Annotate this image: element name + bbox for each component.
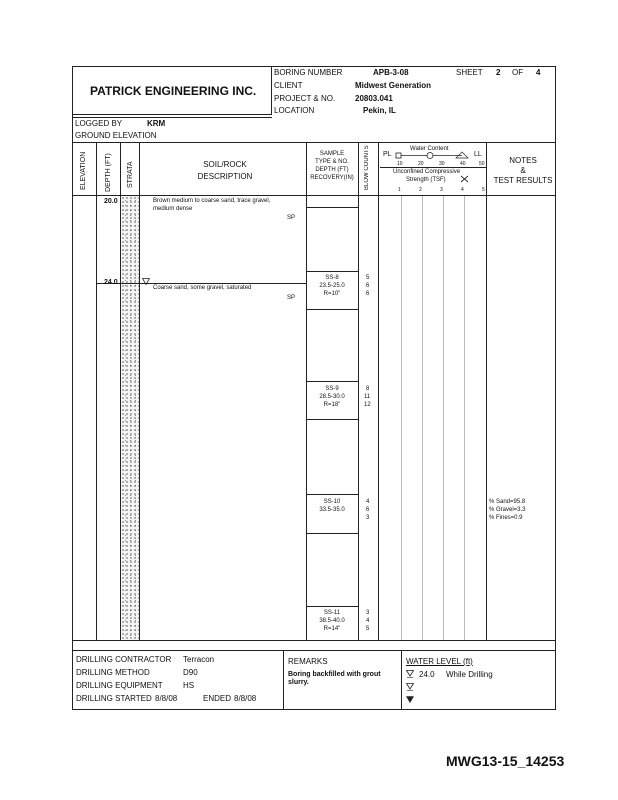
client-value: Midwest Generation <box>355 81 432 90</box>
column-header-top <box>72 142 556 143</box>
logged-by-value: KRM <box>147 119 166 128</box>
ss9-blow-2: 11 <box>364 394 371 400</box>
ucs-tick-2: 2 <box>419 187 422 193</box>
client-label: CLIENT <box>274 81 303 90</box>
project-label: PROJECT & NO. <box>274 94 336 103</box>
sample-divider-e <box>306 419 358 420</box>
footer-top-border <box>72 640 556 641</box>
soil-description-header-1: SOIL/ROCK <box>203 160 247 169</box>
sample-header-1: SAMPLE <box>319 151 345 157</box>
ucs-tick-4: 4 <box>461 187 464 193</box>
drilling-contractor-label: DRILLING CONTRACTOR <box>76 655 172 664</box>
remarks-line-1: Boring backfilled with grout <box>288 671 381 678</box>
water-content-label: Water Content <box>410 146 449 152</box>
sample-ss11-depth: 38.5-40.0 <box>319 618 345 624</box>
sample-divider-c <box>306 309 358 310</box>
pl-label: PL <box>383 151 392 158</box>
sample-ss11-id: SS-11 <box>323 610 341 616</box>
ss10-blow-2: 6 <box>366 507 370 513</box>
sample-ss8-id: SS-8 <box>325 275 339 281</box>
boring-number: APB-3-08 <box>373 68 409 77</box>
water-level-note: While Drilling <box>446 670 493 679</box>
wc-tick-1: 10 <box>397 161 403 167</box>
ll-label: LL <box>474 151 482 158</box>
drilling-method-label: DRILLING METHOD <box>76 668 150 677</box>
wc-grid-1 <box>401 196 402 640</box>
sheet-label: SHEET <box>456 68 483 77</box>
column-header-bottom <box>72 195 556 196</box>
wc-grid-3 <box>443 196 444 640</box>
strata-boundary-24 <box>97 283 306 284</box>
sheet-number: 2 <box>496 68 501 77</box>
blow-counts-header: BLOW COUNTS <box>364 145 370 190</box>
water-level-label: WATER LEVEL (ft) <box>406 657 473 666</box>
sample-ss11-recovery: R=14" <box>323 626 341 632</box>
sheet-total: 4 <box>536 68 541 77</box>
drilling-contractor-value: Terracon <box>183 655 215 664</box>
ucs-marker-icon <box>460 175 470 183</box>
depth-20: 20.0 <box>104 198 118 205</box>
footer-divider-1 <box>283 650 284 710</box>
elevation-header: ELEVATION <box>80 151 87 190</box>
sample-divider-d <box>306 381 358 382</box>
drilling-equipment-label: DRILLING EQUIPMENT <box>76 681 163 690</box>
company-name: PATRICK ENGINEERING INC. <box>90 84 257 98</box>
col-divider-elevation <box>96 142 97 640</box>
water-level-icon-3 <box>406 696 414 703</box>
drilling-method-value: D90 <box>183 668 198 677</box>
sample-ss10-depth: 33.5-35.0 <box>319 507 345 513</box>
ss8-blow-3: 6 <box>366 291 370 297</box>
sample-ss9-depth: 28.5-30.0 <box>319 394 345 400</box>
note-gravel: % Gravel=3.3 <box>489 507 526 513</box>
ss11-blow-2: 4 <box>366 618 370 624</box>
drilling-started-value: 8/8/08 <box>155 694 178 703</box>
water-level-value: 24.0 <box>419 670 435 679</box>
remarks-label: REMARKS <box>288 657 328 666</box>
sample-header-3: DEPTH (FT) <box>315 167 349 173</box>
wc-tick-3: 30 <box>439 161 445 167</box>
wc-grid-2 <box>422 196 423 640</box>
water-level-icon-2 <box>406 683 414 691</box>
drilling-ended-value: 8/8/08 <box>234 694 257 703</box>
wc-tick-2: 20 <box>418 161 424 167</box>
ucs-tick-1: 1 <box>398 187 401 193</box>
wc-tick-4: 40 <box>460 161 466 167</box>
soil-uscs-2: SP <box>287 295 296 301</box>
sample-divider-a <box>306 207 358 208</box>
drilling-ended-label: ENDED <box>203 694 232 703</box>
sample-divider-h <box>306 606 358 607</box>
sheet-of: OF <box>512 68 524 77</box>
wc-tick-5: 50 <box>479 161 485 167</box>
col-divider-strata <box>139 142 140 640</box>
sample-header-2: TYPE & NO. <box>315 159 349 165</box>
ss10-blow-1: 4 <box>366 499 370 505</box>
ss9-blow-1: 8 <box>366 386 370 392</box>
strata-column <box>121 196 139 640</box>
ss8-blow-2: 6 <box>366 283 370 289</box>
drilling-equipment-value: HS <box>183 681 195 690</box>
document-id: MWG13-15_14253 <box>446 753 565 769</box>
location-value: Pekin, IL <box>363 106 396 115</box>
sample-ss8-depth: 23.5-25.0 <box>319 283 345 289</box>
soil-description-header-2: DESCRIPTION <box>197 172 253 181</box>
strata-header: STRATA <box>127 161 134 188</box>
logged-by-label: LOGGED BY <box>75 119 123 128</box>
ucs-tick-5: 5 <box>482 187 485 193</box>
remarks-line-2: slurry. <box>288 679 309 686</box>
boring-number-label: BORING NUMBER <box>274 68 343 77</box>
ss11-blow-1: 3 <box>366 610 370 616</box>
ss8-blow-1: 5 <box>366 275 370 281</box>
depth-24: 24.0 <box>104 279 118 286</box>
col-divider-sample <box>358 142 359 640</box>
sample-ss10-id: SS-10 <box>323 499 341 505</box>
water-level-marker-icon <box>142 278 150 285</box>
col-divider-wc <box>486 142 487 640</box>
note-sand: % Sand=95.8 <box>489 499 526 505</box>
soil-desc-2-line-1: Coarse sand, some gravel, saturated <box>153 285 252 291</box>
footer-divider-2 <box>401 650 402 710</box>
notes-header-1: NOTES <box>509 156 537 165</box>
soil-uscs-1: SP <box>287 215 296 221</box>
header-divider <box>72 117 272 118</box>
ss10-blow-3: 3 <box>366 515 370 521</box>
sample-ss9-recovery: R=18" <box>323 402 341 408</box>
ss9-blow-3: 12 <box>364 402 371 408</box>
sample-ss8-recovery: R=10" <box>323 291 341 297</box>
ucs-label-2: Strength (TSF) <box>406 177 446 183</box>
ground-elevation-label: GROUND ELEVATION <box>75 131 157 140</box>
soil-desc-1-line-2: medium dense <box>153 206 193 212</box>
ucs-label: Unconfined Compressive <box>393 169 461 175</box>
project-number: 20803.041 <box>355 94 393 103</box>
footer-box-top <box>72 650 556 651</box>
wc-grid-4 <box>464 196 465 640</box>
sample-divider-b <box>306 271 358 272</box>
notes-header-2: & <box>520 166 526 175</box>
soil-desc-1-line-1: Brown medium to coarse sand, trace gravel, <box>153 198 271 204</box>
location-label: LOCATION <box>274 106 315 115</box>
sample-divider-g <box>306 533 358 534</box>
sample-header-4: RECOVERY(IN) <box>310 175 354 181</box>
water-level-icon-1 <box>406 670 414 678</box>
sample-ss9-id: SS-9 <box>325 386 339 392</box>
ucs-tick-3: 3 <box>440 187 443 193</box>
drilling-started-label: DRILLING STARTED <box>76 694 152 703</box>
notes-header-3: TEST RESULTS <box>493 176 553 185</box>
depth-header: DEPTH (FT) <box>105 153 112 192</box>
sample-divider-f <box>306 494 358 495</box>
col-divider-blows <box>378 142 379 640</box>
note-fines: % Fines=0.9 <box>489 515 523 521</box>
ss11-blow-3: 5 <box>366 626 370 632</box>
